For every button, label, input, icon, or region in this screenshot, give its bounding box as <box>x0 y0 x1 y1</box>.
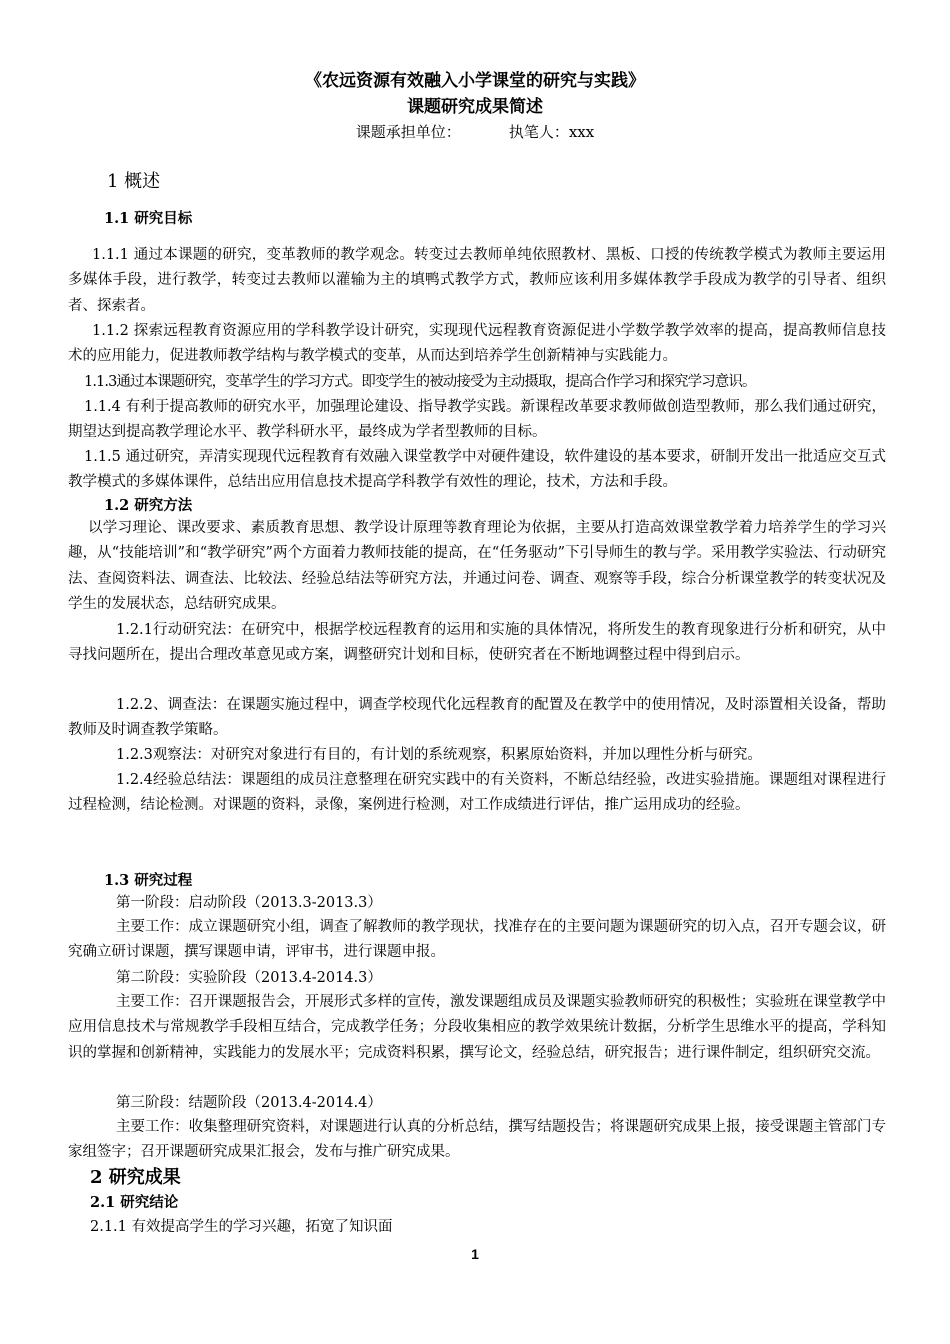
stage-3-work: 主要工作：收集整理研究资料，对课题进行认真的分析总结，撰写结题投告；将课题研究成果上报，接受课题主管部门专家组签字；召开课题研究成果汇报会，发布与推广研究成果。 <box>68 1119 886 1161</box>
section-1-2-heading: 1.2 研究方法 <box>104 497 193 514</box>
stage-3: 第三阶段：结题阶段（2013.4-2014.4） <box>116 1095 382 1111</box>
paragraph-1-2-intro: 以学习理论、课改要求、素质教育思想、教学设计原理等教育理论为依据，主要从打造高效课堂教学着力培养学生的学习兴趣，从“技能培训”和“教学研究”两个方面着力教师技能的提高，在“任务驱动”下引导师生的教与学。采用教学实验法、行动研究法、查阅资料法、调查法、比较法、经验总结法等研究方法，并通过问卷、调查、观察等手段，综合分析课堂教学的转变状况及学生的发展状态，总结研究成果。 <box>68 520 886 613</box>
section-1-heading: 1 概述 <box>107 171 161 192</box>
paragraph-1-1-3: 1.1.3通过本课题研究，变革学生的学习方式。即变学生的被动接受为主动摄取，提高合作学习和探究学习意识。 <box>84 374 756 390</box>
stage-1: 第一阶段：启动阶段（2013.3-2013.3） <box>116 895 382 911</box>
stage-1-work: 主要工作：成立课题研究小组，调查了解教师的教学现状，找准存在的主要问题为课题研究的切入点，召开专题会议，研究确立研讨课题，撰写课题申请，评审书，进行课题申报。 <box>68 919 886 961</box>
paragraph-1-2-1: 1.2.1行动研究法：在研究中，根据学校远程教育的运用和实施的具体情况，将所发生的教育现象进行分析和研究，从中寻找问题所在，提出合理改革意见或方案，调整研究计划和目标，使研究者在不断地调整过程中得到启示。 <box>68 622 886 664</box>
paragraph-1-1-1: 1.1.1 通过本课题的研究，变革教师的教学观念。转变过去教师单纯依照教材、黑板、口授的传统教学模式为教师主要运用多媒体手段，进行教学，转变过去教师以灌输为主的填鸭式教学方式，教师应该利用多媒体教学手段成为教学的引导者、组织者、探索者。 <box>68 247 886 314</box>
paragraph-1-1-2: 1.1.2 探索远程教育资源应用的学科教学设计研究，实现现代远程教育资源促进小学数学教学效率的提高，提高教师信息技术的应用能力，促进教师教学结构与教学模式的变革，从而达到培养学生创新精神与实践能力。 <box>68 323 886 365</box>
unit-label: 课题承担单位： <box>355 123 461 141</box>
stage-2: 第二阶段：实验阶段（2013.4-2014.3） <box>116 970 382 986</box>
section-1-3-heading: 1.3 研究过程 <box>104 872 193 889</box>
section-1-1-heading: 1.1 研究目标 <box>104 210 193 227</box>
paragraph-1-1-4: 1.1.4 有利于提高教师的研究水平，加强理论建设、指导教学实践。新课程改革要求教师做创造型教师，那么我们通过研究，期望达到提高教学理论水平、教学科研水平，最终成为学者型教师的目标。 <box>68 399 886 441</box>
author-label: 执笔人：xxx <box>508 123 595 141</box>
section-2-heading: 2 研究成果 <box>90 1167 181 1188</box>
stage-2-work: 主要工作：召开课题报告会，开展形式多样的宣传，激发课题组成员及课题实验教师研究的积极性；实验班在课堂教学中应用信息技术与常规教学手段相互结合，完成教学任务；分段收集相应的教学效果统计数据，分析学生思维水平的提高，学科知识的掌握和创新精神，实践能力的发展水平；完成资料积累，撰写论文，经验总结，研究报告；进行课件制定，组织研究交流。 <box>68 994 886 1061</box>
document-subtitle: 课题研究成果简述 <box>407 97 543 117</box>
section-2-1-heading: 2.1 研究结论 <box>90 1194 179 1211</box>
paragraph-1-2-2: 1.2.2、调查法：在课题实施过程中，调查学校现代化远程教育的配置及在教学中的使用情况，及时添置相关设备，帮助教师及时调查教学策略。 <box>68 697 886 739</box>
paragraph-1-2-3: 1.2.3观察法：对研究对象进行有目的，有计划的系统观察，积累原始资料，并加以理性分析与研究。 <box>116 747 762 763</box>
item-2-1-1: 2.1.1 有效提高学生的学习兴趣，拓宽了知识面 <box>90 1219 393 1235</box>
paragraph-1-2-4: 1.2.4经验总结法：课题组的成员注意整理在研究实践中的有关资料，不断总结经验，改进实验措施。课题组对课程进行过程检测，结论检测。对课题的资料，录像，案例进行检测，对工作成绩进行评估，推广运用成功的经验。 <box>68 772 886 814</box>
document-title: 《农远资源有效融入小学课堂的研究与实践》 <box>305 71 645 91</box>
byline <box>0 122 950 142</box>
paragraph-1-1-5: 1.1.5 通过研究，弄清实现现代远程教育有效融入课堂教学中对硬件建设，软件建设的基本要求，研制开发出一批适应交互式教学模式的多媒体课件，总结出应用信息技术提高学科教学有效性的理论，技术，方法和手段。 <box>68 449 886 491</box>
page-number: 1 <box>471 1246 479 1262</box>
